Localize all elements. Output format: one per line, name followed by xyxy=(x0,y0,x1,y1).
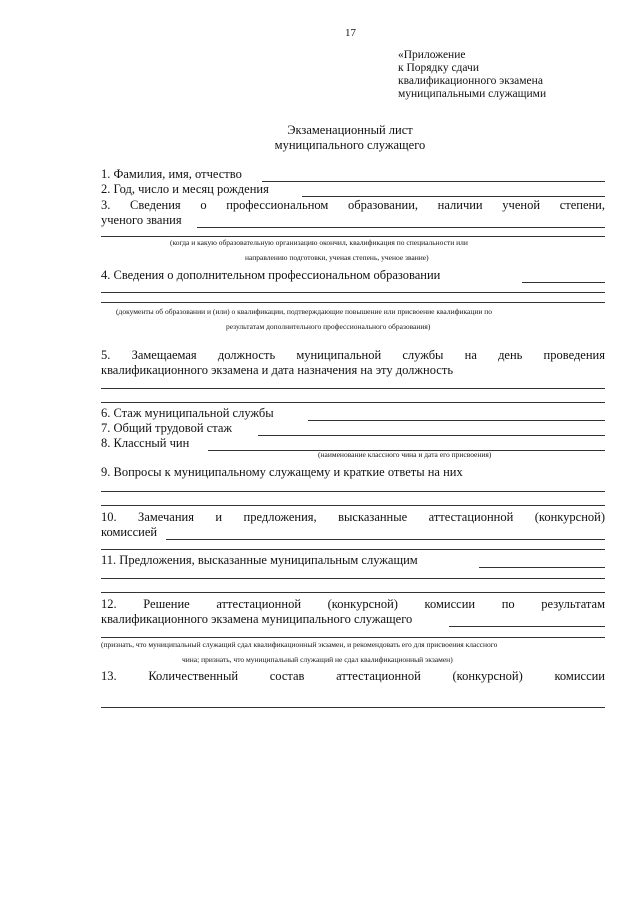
service-length-field[interactable] xyxy=(308,420,605,421)
item-full-name: 1. Фамилия, имя, отчество xyxy=(101,167,242,181)
commission-composition-field[interactable] xyxy=(101,707,605,708)
item-education-cont: ученого звания xyxy=(101,213,182,227)
item-service-length: 6. Стаж муниципальной службы xyxy=(101,406,274,420)
item-commission-decision-cont: квалификационного экзамена муниципального служащего xyxy=(101,612,413,626)
page-number: 17 xyxy=(345,27,356,39)
class-rank-hint: (наименование классного чина и дата его присвоения) xyxy=(318,450,492,459)
item-education: 3. Сведения о профессиональном образовании, наличии ученой степени, xyxy=(101,198,605,212)
item-commission-composition: 13. Количественный состав аттестационной (конкурсной) комиссии xyxy=(101,669,605,683)
item-questions: 9. Вопросы к муниципальному служащему и краткие ответы на них xyxy=(101,465,463,479)
employee-proposals-field-3[interactable] xyxy=(101,592,605,593)
item-class-rank: 8. Классный чин xyxy=(101,436,190,450)
item-additional-education: 4. Сведения о дополнительном профессиональном образовании xyxy=(101,268,441,282)
title-line: Экзаменационный лист xyxy=(287,123,413,137)
questions-field[interactable] xyxy=(101,491,605,492)
commission-decision-hint: (признать, что муниципальный служащий сдал квалификационный экзамен, и рекомендовать его для присвоения классного xyxy=(101,640,498,649)
additional-education-field-3[interactable] xyxy=(101,302,605,303)
appendix-line: к Порядку сдачи xyxy=(398,62,479,74)
education-field[interactable] xyxy=(197,227,605,228)
appendix-line: квалификационного экзамена xyxy=(398,75,543,87)
additional-education-hint: (документы об образовании и (или) о квалификации, подтверждающие повышение или присвоение квалификации по xyxy=(116,307,492,316)
position-field[interactable] xyxy=(101,388,605,389)
full-name-field[interactable] xyxy=(262,181,605,182)
commission-decision-field[interactable] xyxy=(449,626,605,627)
item-work-length: 7. Общий трудовой стаж xyxy=(101,421,233,435)
additional-education-field[interactable] xyxy=(522,282,605,283)
item-position: 5. Замещаемая должность муниципальной службы на день проведения xyxy=(101,348,605,362)
commission-remarks-field[interactable] xyxy=(166,539,605,540)
employee-proposals-field[interactable] xyxy=(479,567,605,568)
appendix-line: «Приложение xyxy=(398,49,466,61)
education-hint: (когда и какую образовательную организацию окончил, квалификация по специальности или xyxy=(170,238,468,247)
questions-field-2[interactable] xyxy=(101,505,605,506)
additional-education-hint-2: результатам дополнительного профессионального образования) xyxy=(226,322,431,331)
item-commission-remarks-cont: комиссией xyxy=(101,525,158,539)
work-length-field[interactable] xyxy=(258,435,605,436)
commission-decision-hint-2: чина; признать, что муниципальный служащий не сдал квалификационный экзамен) xyxy=(182,655,453,664)
commission-remarks-field-2[interactable] xyxy=(101,549,605,550)
item-commission-decision: 12. Решение аттестационной (конкурсной) комиссии по результатам xyxy=(101,597,605,611)
title-line: муниципального служащего xyxy=(274,138,426,152)
item-commission-remarks: 10. Замечания и предложения, высказанные аттестационной (конкурсной) xyxy=(101,510,605,524)
birth-date-field[interactable] xyxy=(302,196,605,197)
education-field-2[interactable] xyxy=(101,236,605,237)
item-employee-proposals: 11. Предложения, высказанные муниципальным служащим xyxy=(101,553,418,567)
additional-education-field-2[interactable] xyxy=(101,292,605,293)
item-position-cont: квалификационного экзамена и дата назначения на эту должность xyxy=(101,363,454,377)
appendix-note xyxy=(398,49,546,101)
item-birth-date: 2. Год, число и месяц рождения xyxy=(101,182,269,196)
education-hint-2: направлению подготовки, ученая степень, ученое звание) xyxy=(245,253,429,262)
employee-proposals-field-2[interactable] xyxy=(101,578,605,579)
commission-decision-field-2[interactable] xyxy=(101,637,605,638)
position-field-2[interactable] xyxy=(101,402,605,403)
appendix-line: муниципальными служащими xyxy=(398,88,547,100)
document-title xyxy=(0,123,640,153)
